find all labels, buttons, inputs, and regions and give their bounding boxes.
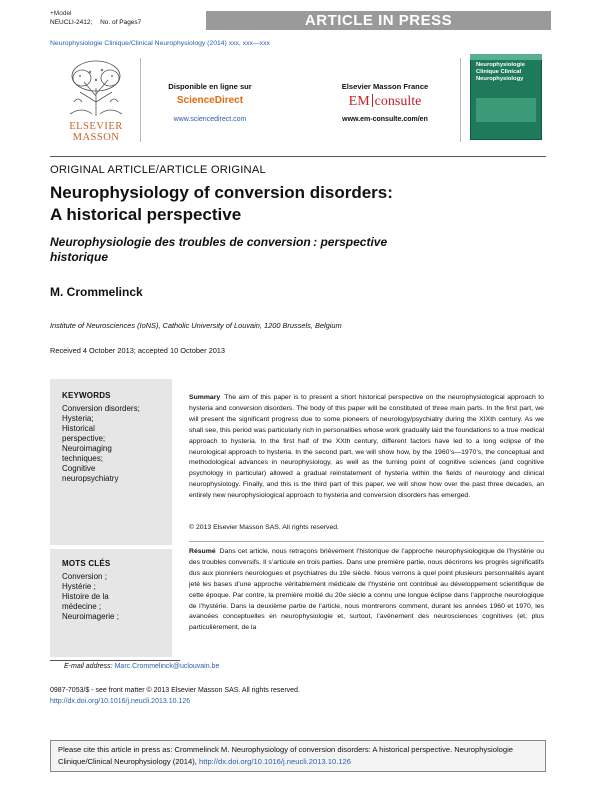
mot-cle-item: médecine ; (62, 602, 102, 611)
resume-abstract (189, 547, 544, 634)
logo-divider (140, 58, 141, 142)
keywords-heading: KEYWORDS (62, 391, 111, 400)
journal-cover-title: Neurophysiologie Clinique Clinical Neurophysiology (476, 62, 525, 82)
sciencedirect-logo: ScienceDirect (176, 95, 244, 106)
sciencedirect-link[interactable]: www.sciencedirect.com (173, 116, 247, 123)
copyright-line: © 2013 Elsevier Masson SAS. All rights reserved. (189, 524, 339, 531)
ref-code: NEUCLI-2412; (50, 19, 93, 26)
keyword-item: Historical (62, 424, 95, 433)
summary-label: Summary (189, 394, 221, 401)
citation-doi-link[interactable]: http://dx.doi.org/10.1016/j.neucli.2013.10.126 (199, 756, 351, 766)
resume-text: Dans cet article, nous retraçons brièvement l’historique de l’approche neurophysiologique de l’hystérie ou des troubles conversifs. Il s’articule en trois parties. Dans une première partie, nous décrirons les progrès significatifs dus aux pionniers neurologues et psychiatres du 19e siècle. Nous verrons à quel point plusieurs personnalités ayant jeté les bases d’une approche véritablement médicale de l’hystérie ont contribué au développement scientifique de cette époque. Par contre, la première moitié du 20e siècle a connu une longue éclipse dans l’approche neurologique de l’hystérie. Dans la deuxième partie de l’article, nous montrerons comment, durant les années 1960 et 1970, les avancées conceptuelles en neurophysiologie et, surtout, l’avènement des neurosciences cognitives (et, plus particulièrement, de la (189, 548, 544, 632)
author-affiliation: Institute of Neurosciences (IoNS), Catholic University of Louvain, 1200 Brussels, Belgium (50, 321, 342, 330)
author-name: M. Crommelinck (50, 285, 143, 299)
page-count: No. of Pages7 (100, 19, 142, 26)
keyword-item: perspective; (62, 434, 106, 443)
keywords-list (62, 404, 162, 484)
mot-cle-item: Hystérie ; (62, 582, 96, 591)
elsevier-masson-wordmark: ELSEVIER MASSON (69, 121, 123, 143)
keyword-item: Cognitive (62, 464, 96, 473)
citation-text: Please cite this article in press as: Crommelinck M. Neurophysiology of conversion disorders: A historical perspective. Neurophysiologie Clinique/Clinical Neurophysiology (2014), http://dx.doi.org/10.1016/j.neucli.2013.10.126 (58, 745, 513, 766)
mot-cle-item: Histoire de la (62, 592, 109, 601)
elsevier-masson-france-label: Elsevier Masson France (341, 82, 429, 91)
summary-abstract (189, 393, 544, 502)
journal-citation-line[interactable]: Neurophysiologie Clinique/Clinical Neurophysiology (2014) xxx, xxx—xxx (50, 40, 270, 47)
keyword-item: neuropsychiatry (62, 474, 119, 483)
abstract-divider (189, 541, 544, 542)
summary-text: The aim of this paper is to present a short historical perspective on the neurophysiological approach to hysteria and conversion disorders. The body of this paper will be constituted of three main parts. In the first part, we will present the significant progress due to some pioneers of neurology/psychiatry during the XIXth century. As we shall see, this period was particularly rich in personalities whose work gradually laid the foundations to a true medical approach to hysteria. In the first half of the XXth century, different factors have led to a long eclipse of the neurological approach to hysteria. In the second part, we will show how, by the 1960’s—1970’s, the conceptual and methodological advances in neurophysiology, as well as the turning point of cognitive sciences (and cognitive psychology in particular) allowed a gradual reinstatement of hysteria within the fields of neurology and clinical neurophysiology. Finally, and this is the third part of this paper, we will show how over the past three decades, an entirely new neurophysiological approach to hysteria and conversion disorders has emerged. (189, 394, 544, 500)
article-title: Neurophysiology of conversion disorders: A historical perspective (50, 183, 393, 224)
received-dates: Received 4 October 2013; accepted 10 October 2013 (50, 346, 226, 355)
mots-cles-list (62, 572, 162, 622)
article-in-press-label: ARTICLE IN PRESS (304, 12, 453, 29)
keyword-item: Conversion disorders; (62, 404, 140, 413)
keyword-item: Hysteria; (62, 414, 94, 423)
mot-cle-item: Conversion ; (62, 572, 107, 581)
em-consulte-link[interactable]: www.em-consulte.com/en (342, 116, 428, 123)
elsevier-tree-logo-icon (62, 58, 130, 118)
keyword-item: Neuroimaging (62, 444, 112, 453)
footnote-rule (50, 660, 180, 661)
header-rule (50, 156, 546, 157)
author-email: E-mail address: Marc.Crommelinck@uclouvain.be (64, 663, 220, 670)
available-online-label: Disponible en ligne sur (168, 82, 252, 91)
model-tag: +Model (50, 10, 72, 17)
article-section-label: ORIGINAL ARTICLE/ARTICLE ORIGINAL (50, 164, 266, 176)
email-link[interactable]: Marc.Crommelinck@uclouvain.be (114, 663, 220, 670)
journal-cover-stripe (470, 54, 542, 60)
article-subtitle-french: Neurophysiologie des troubles de conversion : perspective historique (50, 235, 388, 264)
resume-label: Résumé (189, 548, 216, 555)
keyword-item: techniques; (62, 454, 103, 463)
mots-cles-heading: MOTS CLÉS (62, 559, 111, 568)
doi-link[interactable]: http://dx.doi.org/10.1016/j.neucli.2013.10.126 (50, 698, 191, 705)
em-consulte-logo: EM consulte (348, 94, 422, 109)
logo-divider (460, 58, 461, 142)
journal-cover-panel (476, 98, 536, 122)
mot-cle-item: Neuroimagerie ; (62, 612, 119, 621)
issn-line: 0987-7053/$ - see front matter © 2013 Elsevier Masson SAS. All rights reserved. (50, 687, 300, 694)
reference-line (50, 19, 141, 26)
